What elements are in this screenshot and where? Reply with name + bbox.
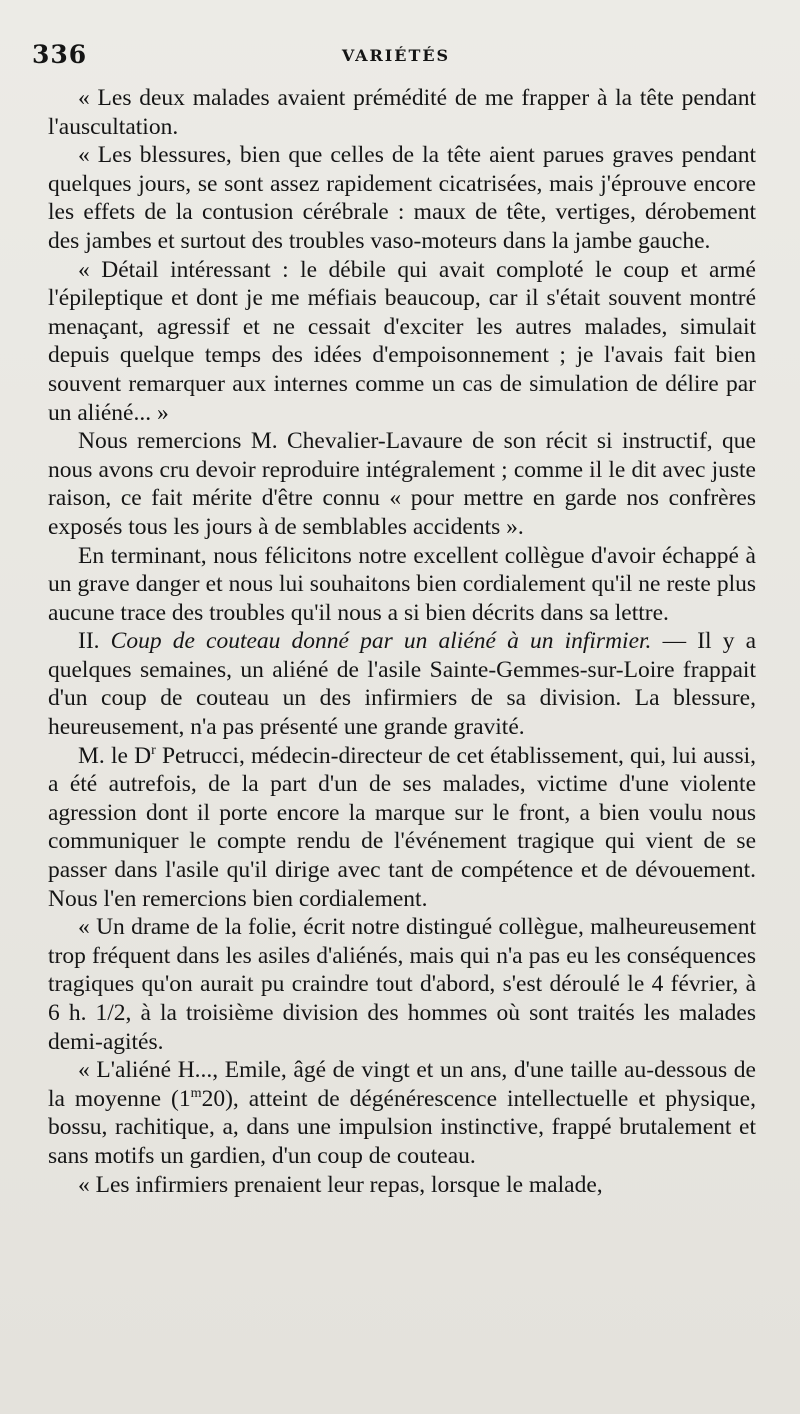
paragraph-petrucci [48,742,756,914]
section-text: Il y a quelques semaines, un aliéné de l'asile Sainte-Gemmes-sur-Loire frappait d'un coup de couteau un des infirmiers de sa division. La blessure, heureusement, n'a pas présenté une grande gravité. [48,628,757,741]
petrucci-before: M. le D [78,742,152,769]
paragraph-remerciements: Nous remercions M. Chevalier-Lavaure de son récit si instructif, que nous avons cru devoir reproduire intégralement ; comme il le dit avec juste raison, ce fait mérite d'être connu « pour mettre en garde nos confrères exposés tous les jours à de semblables accidents ». [48,428,756,540]
paragraph-blessures: « Les blessures, bien que celles de la tête aient parues graves pendant quelques jours, se sont assez rapidement cicatrisées, mais j'éprouve encore les effets de la contusion cérébrale : maux de tête, vertiges, dérobement des jambes et surtout des troubles vaso-moteurs dans la jambe gauche. [48,142,756,254]
paragraph-detail: « Détail intéressant : le débile qui avait comploté le coup et armé l'épileptique et dont je me méfiais beaucoup, car il s'était souvent montré menaçant, agressif et ne cessait d'exciter les autres malades, simulait depuis quelque temps des idées d'empoisonnement ; je l'avais fait bien souvent remarquer aux internes comme un cas de simulation de délire par un aliéné... » [48,256,756,426]
emile-sup: m [190,1084,202,1101]
petrucci-sup: r [151,741,156,758]
paragraph-infirmiers: « Les infirmiers prenaient leur repas, lorsque le malade, [78,1171,603,1198]
page-header [32,40,760,70]
section-dash: — [651,628,687,655]
petrucci-after: Petrucci, médecin-directeur de cet établissement, qui, lui aussi, a été autrefois, de la part d'un de ses malades, victime d'une violente agression dont il porte encore la marque sur le front, a bien voulu nous communiquer le compte rendu de l'événement tragique qui vient de se passer dans l'asile qu'il dirige avec tant de compétence et de dévouement. Nous l'en remercions bien cordialement. [48,742,756,912]
paragraph-felicitations: En terminant, nous félicitons notre excellent collègue d'avoir échappé à un grave danger et nous lui souhaitons bien cordialement qu'il ne reste plus aucune trace des troubles qu'il nous a si bien décrits dans sa lettre. [48,542,756,626]
section-two-paragraph [48,627,756,741]
emile-after: 20), atteint de dégénérescence intellectuelle et physique, bossu, rachitique, a, dans une impulsion instinctive, frappé brutalement et sans motifs un gardien, d'un coup de couteau. [48,1085,756,1169]
section-number: II. [78,628,100,655]
running-title: VARIÉTÉS [341,46,451,65]
page-body [48,84,756,1199]
paragraph-emile [48,1056,756,1170]
page-number: 336 [32,40,88,69]
paragraph-premeditation: « Les deux malades avaient prémédité de me frapper à la tête pendant l'auscultation. [48,85,756,140]
section-title: Coup de couteau donné par un aliéné à un infirmier. [110,628,652,655]
paragraph-drame: « Un drame de la folie, écrit notre distingué collègue, malheureusement trop fréquent dans les asiles d'aliénés, mais qui n'a pas eu les conséquences tragiques qu'on aurait pu craindre tout d'abord, s'est déroulé le 4 février, à 6 h. 1/2, à la troisième division des hommes où sont traités les malades demi-agités. [48,914,756,1055]
emile-before: « L'aliéné H..., Emile, âgé de vingt et un ans, d'une taille au-dessous de la moyenne (1 [48,1057,756,1112]
